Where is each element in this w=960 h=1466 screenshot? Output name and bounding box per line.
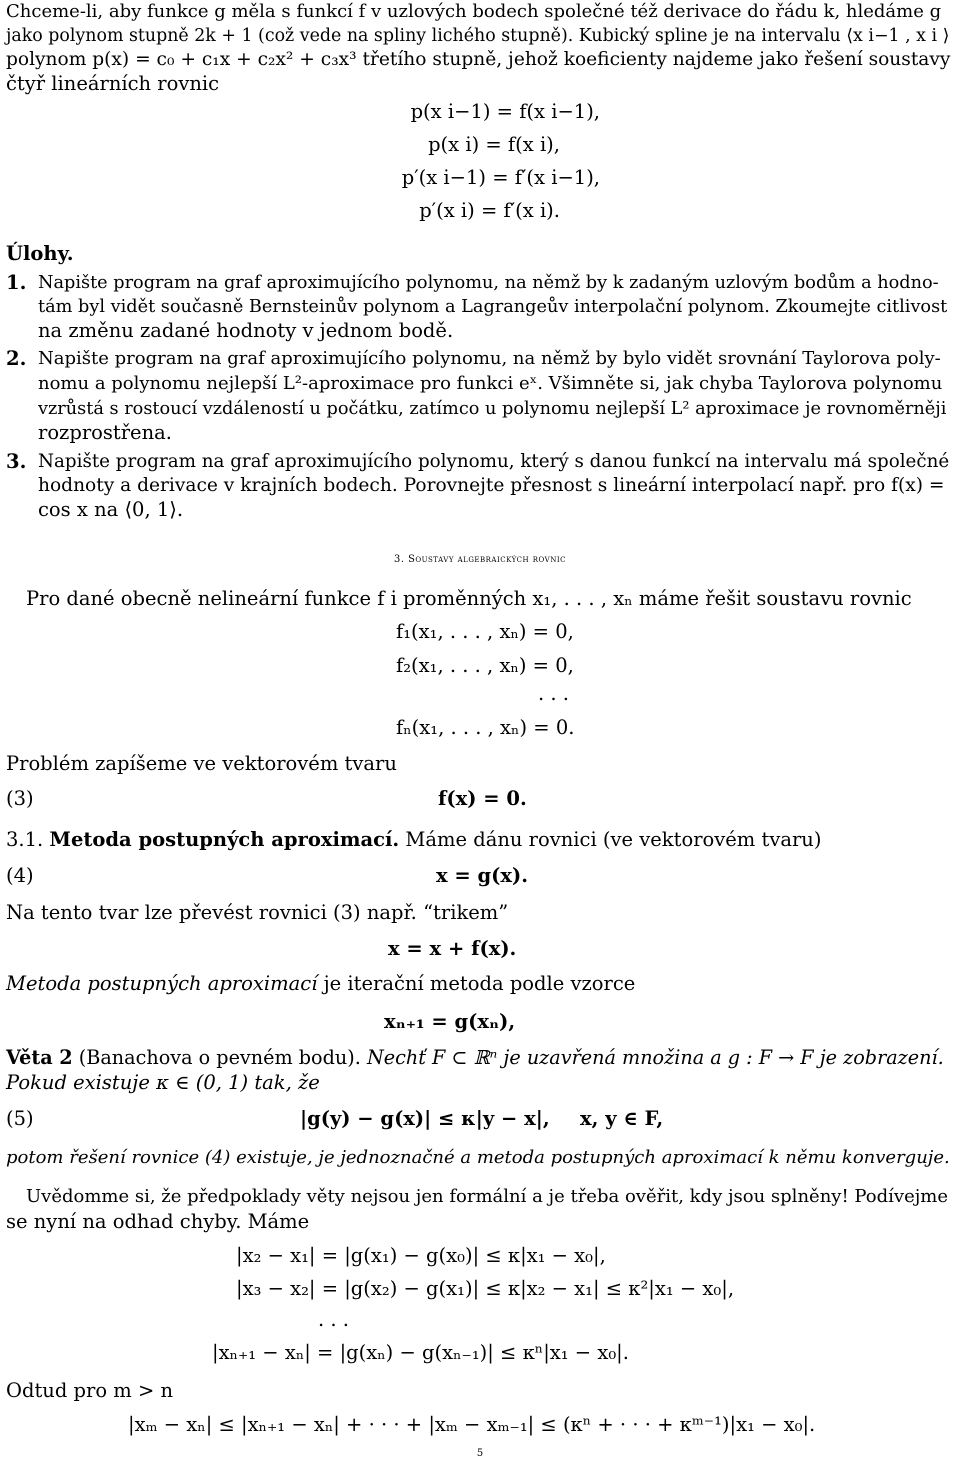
equation-dots: . . . xyxy=(538,682,569,705)
text-line: Chceme-li, aby funkce g měla s funkcí f v uzlových bodech společné též derivace do řádu k, hledáme g xyxy=(6,1,942,22)
exercise-number: 1. xyxy=(6,271,27,294)
exercise-number: 3. xyxy=(6,450,27,473)
text-line: Uvědomme si, že předpoklady věty nejsou jen formální a je třeba ověřit, kdy jsou splněny! Podívejme xyxy=(26,1186,949,1207)
text-span: Metoda postupných aproximací xyxy=(6,972,318,995)
section-title: 3. Soustavy algebraických rovnic xyxy=(394,554,566,565)
equation: x, y ∈ F, xyxy=(580,1107,664,1130)
equation: |x₂ − x₁| = |g(x₁) − g(x₀)| ≤ κ|x₁ − x₀|, xyxy=(236,1244,606,1267)
theorem-line xyxy=(6,1046,944,1070)
text-line: čtyř lineárních rovnic xyxy=(6,72,220,95)
text-line: Odtud pro m > n xyxy=(6,1379,174,1402)
text-line: jako polynom stupně 2k + 1 (což vede na spliny lichého stupně). Kubický spline je na intervalu ⟨x i−1 , x i ⟩ xyxy=(6,26,950,46)
equation: |xₘ − xₙ| ≤ |xₙ₊₁ − xₙ| + · · · + |xₘ − xₘ₋₁| ≤ (κⁿ + · · · + κᵐ⁻¹)|x₁ − x₀|. xyxy=(128,1413,816,1436)
text-line: tám byl vidět současně Bernsteinův polynom a Lagrangeův interpolační polynom. Zkoumejte citlivost xyxy=(38,297,948,317)
text-span: Nechť F ⊂ ℝⁿ je uzavřená množina a g : F → F je zobrazení. xyxy=(366,1046,944,1069)
subsection-number: 3.1. xyxy=(6,828,44,851)
exercises-heading: Úlohy. xyxy=(6,242,74,265)
equation: |xₙ₊₁ − xₙ| = |g(xₙ) − g(xₙ₋₁)| ≤ κⁿ|x₁ − x₀|. xyxy=(212,1341,629,1364)
equation: xₙ₊₁ = g(xₙ), xyxy=(384,1010,516,1033)
text-line xyxy=(6,972,635,996)
text-span: je iterační metoda podle vzorce xyxy=(323,972,636,995)
equation: f₁(x₁, . . . , xₙ) = 0, xyxy=(396,620,574,643)
equation-dots: . . . xyxy=(318,1308,349,1331)
equation: p(x i−1) = f(x i−1), xyxy=(410,100,600,123)
text-line: Pro dané obecně nelineární funkce f i proměnných x₁, . . . , xₙ máme řešit soustavu rovnic xyxy=(26,587,912,610)
equation: fₙ(x₁, . . . , xₙ) = 0. xyxy=(396,716,575,739)
text-line: polynom p(x) = c₀ + c₁x + c₂x² + c₃x³ třetího stupně, jehož koeficienty najdeme jako řešení soustavy xyxy=(6,49,951,70)
text-line: cos x na ⟨0, 1⟩. xyxy=(38,498,184,521)
text-span: Máme dánu rovnici (ve vektorovém tvaru) xyxy=(405,828,822,851)
equation: |g(y) − g(x)| ≤ κ|y − x|, xyxy=(300,1107,550,1130)
theorem-name: (Banachova o pevném bodu). xyxy=(78,1046,361,1069)
text-line: se nyní na odhad chyby. Máme xyxy=(6,1210,310,1233)
text-line: hodnoty a derivace v krajních bodech. Porovnejte přesnost s lineární interpolací např. pro f(x) = xyxy=(38,475,945,496)
equation: x = g(x). xyxy=(436,864,529,887)
text-line: Na tento tvar lze převést rovnici (3) např. “trikem” xyxy=(6,901,509,924)
equation-label: (4) xyxy=(6,864,34,887)
equation: p′(x i−1) = f′(x i−1), xyxy=(401,166,600,189)
text-line: Pokud existuje κ ∈ (0, 1) tak, že xyxy=(6,1071,320,1094)
text-line: potom řešení rovnice (4) existuje, je jednoznačné a metoda postupných aproximací k němu konverguje. xyxy=(6,1147,950,1168)
equation: p(x i) = f(x i), xyxy=(428,133,560,156)
equation: x = x + f(x). xyxy=(388,937,517,960)
text-line: Napište program na graf aproximujícího polynomu, na němž by bylo vidět srovnání Taylorova poly- xyxy=(38,348,941,369)
page-number: 5 xyxy=(476,1448,484,1459)
text-line: rozprostřena. xyxy=(38,421,172,444)
equation-label: (3) xyxy=(6,787,34,810)
subsection-title: Metoda postupných aproximací. xyxy=(49,828,400,851)
text-line: Napište program na graf aproximujícího polynomu, na němž by k zadaným uzlovým bodům a hodno- xyxy=(38,273,939,293)
equation: p′(x i) = f′(x i). xyxy=(419,199,560,222)
subsection-heading xyxy=(6,828,821,852)
equation-label: (5) xyxy=(6,1107,34,1130)
text-line: na změnu zadané hodnoty v jednom bodě. xyxy=(38,319,454,342)
exercise-number: 2. xyxy=(6,347,27,370)
equation: f₂(x₁, . . . , xₙ) = 0, xyxy=(396,654,574,677)
text-line: Napište program na graf aproximujícího polynomu, který s danou funkcí na intervalu má společné xyxy=(38,451,950,472)
text-line: nomu a polynomu nejlepší L²-aproximace pro funkci eˣ. Všimněte si, jak chyba Taylorova polynomu xyxy=(38,373,943,394)
text-line: Problém zapíšeme ve vektorovém tvaru xyxy=(6,752,397,775)
equation: f(x) = 0. xyxy=(438,787,527,810)
theorem-label: Věta 2 xyxy=(6,1046,73,1069)
text-line: vzrůstá s rostoucí vzdáleností u počátku, zatímco u polynomu nejlepší L² aproximace je rovnoměrněji xyxy=(38,399,947,419)
equation: |x₃ − x₂| = |g(x₂) − g(x₁)| ≤ κ|x₂ − x₁| ≤ κ²|x₁ − x₀|, xyxy=(236,1277,735,1300)
